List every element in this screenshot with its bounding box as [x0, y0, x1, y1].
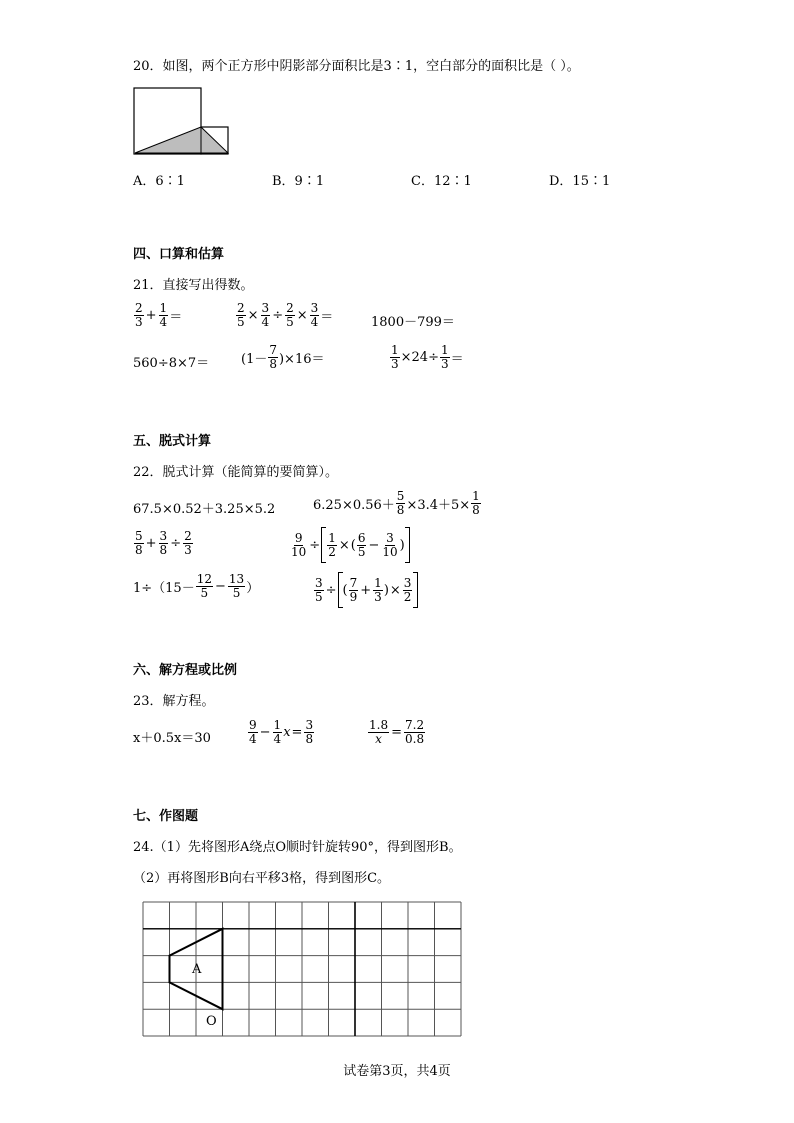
q22-text: 22．脱式计算（能简算的要简算）。	[133, 465, 339, 480]
q24-text-2: （2）再将图形B向右平移3格，得到图形C。	[133, 871, 391, 886]
q23-text: 23．解方程。	[133, 694, 215, 709]
q24-text-1: 24.（1）先将图形A绕点O顺时针旋转90°，得到图形B。	[133, 840, 462, 855]
grid-figure	[140, 900, 466, 1040]
q22-expr-6: $\frac{3}{5}$ ÷ ( $\frac{7}{9}$ + $\frac{1}{3}$ ) × $\frac{3}{2}$	[313, 572, 418, 608]
q23-expr-1: x＋0.5x＝30	[133, 731, 211, 746]
label-o: O	[206, 1014, 217, 1029]
section-5-title: 五、脱式计算	[133, 434, 212, 449]
q20-text: 20．如图，两个正方形中阴影部分面积比是3∶1，空白部分的面积比是（ ）。	[133, 59, 580, 74]
q20-option-a[interactable]: A．6∶1	[133, 174, 185, 189]
label-a: A	[192, 962, 202, 977]
section-4-title: 四、口算和估算	[133, 247, 225, 262]
page-footer: 试卷第3页，共4页	[343, 1064, 451, 1079]
q22-expr-4: $\frac{9}{10}$ ÷ $\frac{1}{2}$ × ( $\frac{6}{5}$ − $\frac{3}{10}$ )	[289, 527, 410, 563]
q21-expr-5: (1－ $\frac{7}{8}$ )×16＝	[241, 343, 325, 371]
q21-expr-1: $\frac{2}{3}$ + $\frac{1}{4}$ ＝	[135, 301, 183, 329]
q22-expr-2: 6.25×0.56＋ $\frac{5}{8}$ ×3.4＋5× $\frac{1}{8}$	[313, 489, 480, 517]
squares-figure	[133, 87, 231, 157]
q21-text: 21．直接写出得数。	[133, 278, 254, 293]
q21-expr-6: $\frac{1}{3}$ ×24÷ $\frac{1}{3}$ ＝	[391, 343, 464, 371]
q22-expr-5: 1÷（15－ $\frac{12}{5}$ − $\frac{13}{5}$ ）	[133, 572, 260, 600]
q21-expr-2: $\frac{2}{5}$ × $\frac{3}{4}$ ÷ $\frac{2}{5}$ × $\frac{3}{4}$ ＝	[237, 301, 334, 329]
q22-expr-3: $\frac{5}{8}$ + $\frac{3}{8}$ ÷ $\frac{2}{3}$	[135, 529, 192, 557]
q23-expr-2: $\frac{9}{4}$ − $\frac{1}{4}$ x = $\frac{3}{8}$	[249, 718, 314, 746]
q21-expr-3: 1800－799＝	[371, 315, 455, 330]
q20-option-c[interactable]: C．12∶1	[411, 174, 472, 189]
section-6-title: 六、解方程或比例	[133, 663, 238, 678]
section-7-title: 七、作图题	[133, 809, 199, 824]
q21-expr-4: 560÷8×7＝	[133, 356, 210, 371]
q23-expr-3: $\frac{1.8}{x}$ = $\frac{7.2}{0.8}$	[369, 718, 425, 746]
q20-option-b[interactable]: B．9∶1	[272, 174, 325, 189]
q20-option-d[interactable]: D．15∶1	[549, 174, 611, 189]
q22-expr-1: 67.5×0.52＋3.25×5.2	[133, 502, 276, 517]
